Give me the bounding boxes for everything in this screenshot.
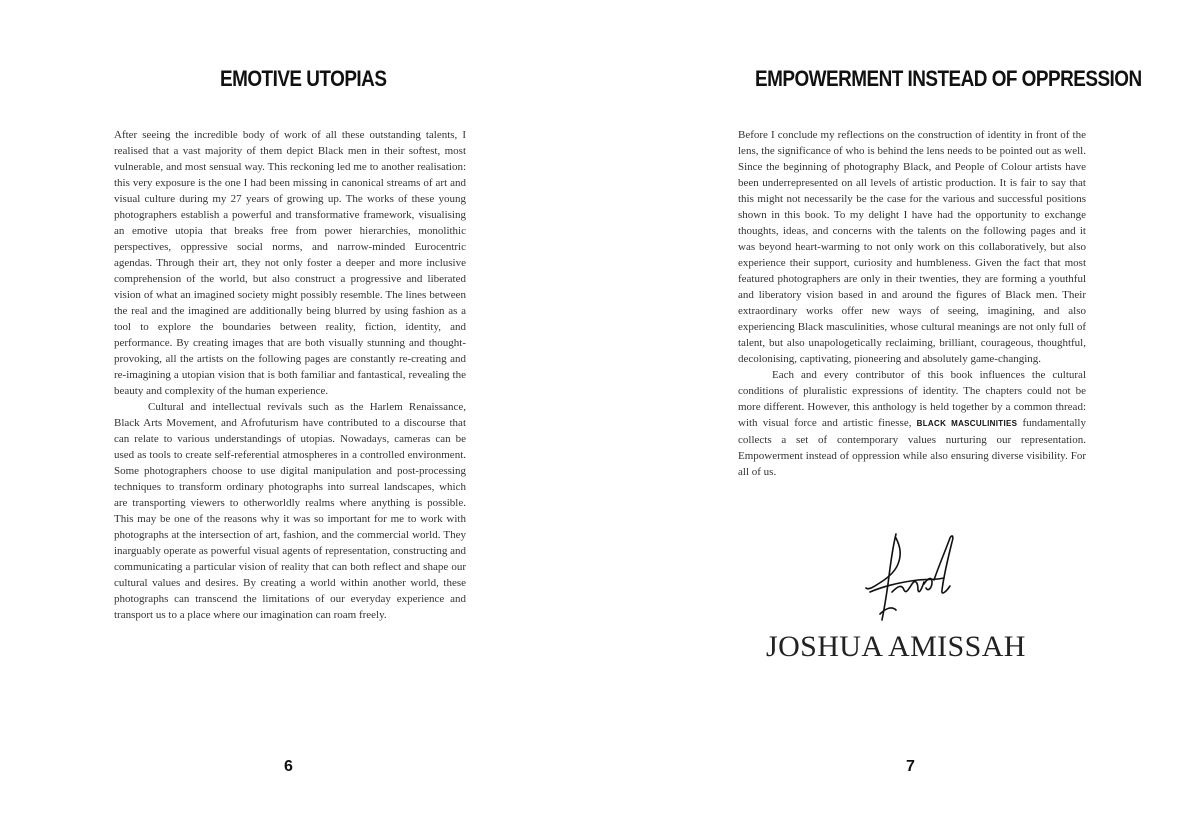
right-page-heading: EMPOWERMENT INSTEAD OF OPPRESSION (755, 66, 1142, 91)
left-page-body (114, 127, 466, 623)
left-paragraph-2: Cultural and intellectual revivals such as the Harlem Renaissance, Black Arts Movement, and Afrofuturism have contributed to a discourse that can relate to various understandings of utopias. Nowadays, cameras can be used as tools to create self-referential atmospheres in a controlled environment. Some photographers choose to use digital manipulation and post-processing techniques to transform ordinary photographs into surreal landscapes, which are transporting viewers to otherworldly realms where anything is possible. This may be one of the reasons why it was so important for me to work with photographs at the intersection of art, fashion, and the commercial world. They inarguably operate as powerful visual agents of representation, constructing and communicating a particular vision of reality that can both reflect and shape our cultural values and desires. By creating a world within another world, these photographs can transcend the limitations of our everyday experience and transport us to a place where our imagination can roam freely. (114, 401, 466, 621)
right-page-body (738, 127, 1086, 480)
left-page-heading: EMOTIVE UTOPIAS (220, 66, 387, 91)
right-paragraph-1: Before I conclude my reflections on the construction of identity in front of the lens, the significance of who is behind the lens needs to be pointed out as well. Since the beginning of photography Black, and People of Colour artists have been underrepresented on all levels of artistic production. It is fair to say that this might not necessarily be the case for the various and successful positions shown in this book. To my delight I have had the opportunity to exchange thoughts, ideas, and concerns with the talents on the following pages and it was beyond heart-warming to not only work on this collaboratively, but also experience their support, curiosity and humbleness. Given the fact that most featured photographers are only in their twenties, they are forming a youthful and liberatory vision based in and around the figures of Black men. Their extraordinary works offer new ways of seeing, imagining, and also experiencing Black masculinities, whose cultural meanings are not only full of talent, but also unapologetically reclaiming, brilliant, courageous, thoughtful, decolonising, captivating, pioneering and absolutely game-changing. (738, 129, 1086, 365)
author-name: JOSHUA AMISSAH (766, 630, 1026, 663)
left-page-number: 6 (284, 758, 293, 775)
author-signature (862, 528, 962, 624)
right-paragraph-2 (738, 367, 1086, 480)
right-paragraph-2-end: fundamentally collects a set of contemporary values nurturing our representation. Empowerment instead of oppression while also ensuring diverse visibility. For all of us. (738, 417, 1086, 478)
right-page-number: 7 (906, 758, 915, 775)
left-paragraph-1: After seeing the incredible body of work of all these outstanding talents, I realised that a vast majority of them depict Black men in their softest, most vulnerable, and most sensual way. This reckoning led me to another realisation: this very exposure is the one I had been missing in canonical streams of art and visual culture during my 27 years of growing up. The works of these young photographers establish a powerful and transformative framework, visualising an emotive utopia that breaks free from power hierarchies, monolithic perspectives, oppressive social norms, and narrow-minded Eurocentric agendas. Through their art, they not only foster a deeper and more inclusive comprehension of the world, but also construct a progressive and liberated vision of what an imagined society might possibly resemble. The lines between the real and the imagined are additionally being blurred by using fashion as a tool to explore the boundaries between reality, fiction, identity, and performance. By creating images that are both visually stunning and thought-provoking, all the artists on the following pages are constantly re-creating and re-imagining a utopian vision that is both familiar and fantastical, revealing the beauty and complexity of the human experience. (114, 129, 466, 397)
right-page (600, 0, 1200, 818)
book-title: BLACK MASCULINITIES (916, 419, 1018, 428)
right-paragraph-2-start: Each and every contributor of this book influences the cultural conditions of pluralistic expressions of identity. The chapters could not be more different. However, this anthology is held together by a common thread: with visual force and artistic finesse, (738, 369, 1086, 429)
